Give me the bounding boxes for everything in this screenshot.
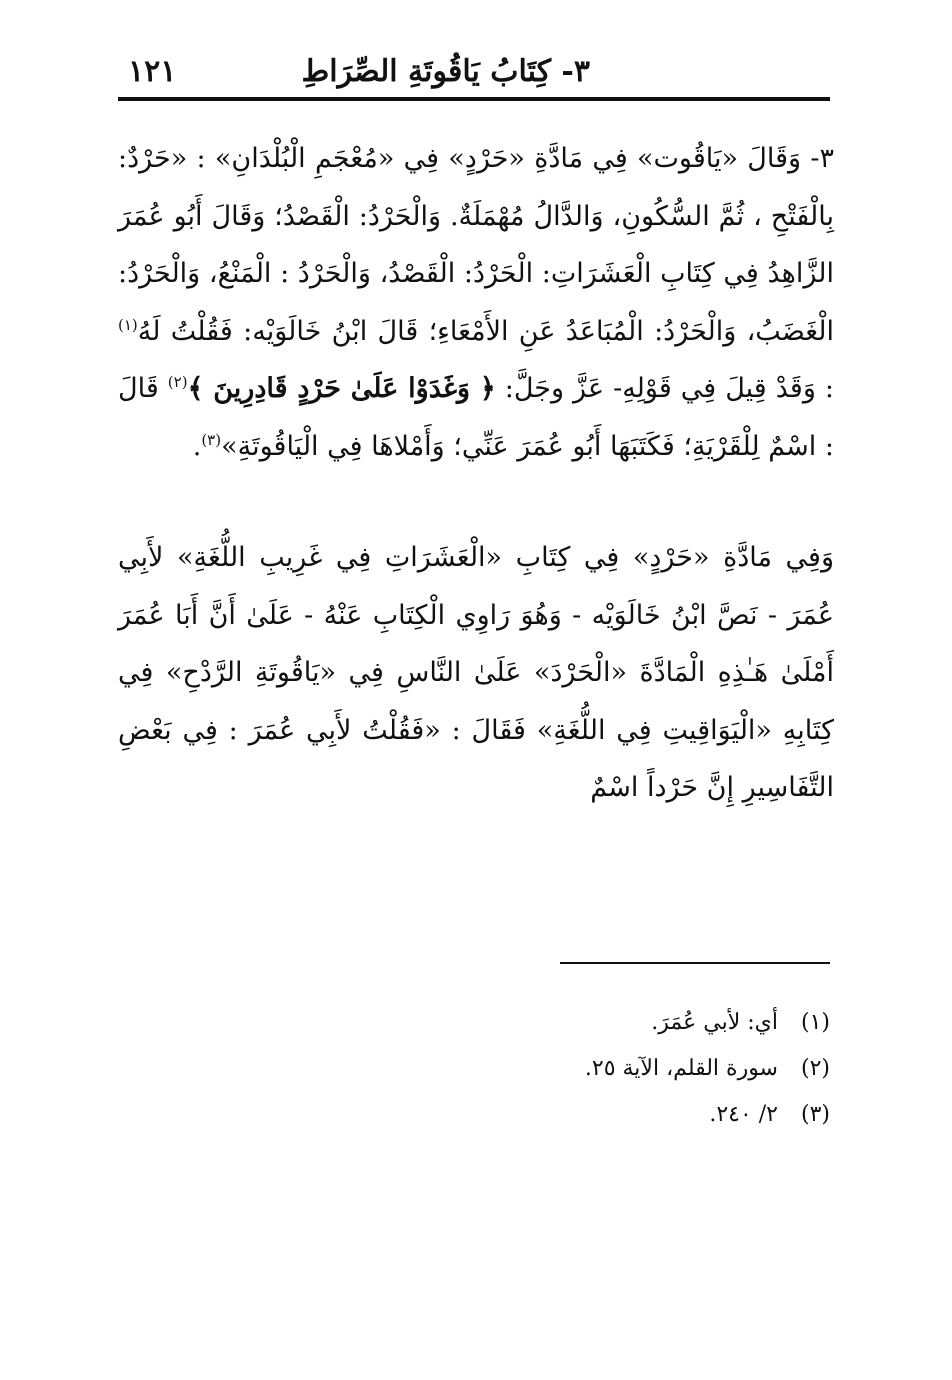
paragraph-1-text-a: ٣- وَقَالَ «يَاقُوت» فِي مَادَّةِ «حَرْدٍ» فِي «مُعْجَمِ الْبُلْدَانِ» : «حَرْدٌ: بِالْفَتْحِ ، ثُمَّ السُّكُونِ، وَالدَّالُ مُهْمَلَةٌ. وَالْحَرْدُ: الْقَصْدُ؛ وَقَالَ أَبُو عُمَرَ الزَّاهِدُ فِي كِتَابِ الْعَشَرَاتِ: الْحَرْدُ: الْقَصْدُ، وَالْحَرْدُ : الْمَنْعُ، وَالْحَرْدُ: الْغَضَبُ، وَالْحَرْدُ: الْمُبَاعَدُ عَنِ الأَمْعَاءِ؛ قَالَ ابْنُ خَالَوَيْه: فَقُلْتُ لَهُ [118, 143, 834, 347]
paragraph-gap [118, 475, 834, 529]
page-header [118, 52, 830, 96]
paragraph-1-text-d: . [192, 430, 202, 462]
footnote-text: سورة القلم، الآية ٢٥. [584, 1056, 778, 1081]
footnote-number: (٢) [800, 1056, 830, 1081]
footnote-ref-1[interactable]: (١) [118, 315, 138, 334]
footnote-rule [560, 962, 830, 964]
footnote-text: ٢/ ٢٤٠. [709, 1102, 778, 1127]
body-text [118, 130, 834, 817]
footnote-3 [118, 1102, 830, 1148]
footnote-number: (١) [800, 1010, 830, 1035]
paragraph-2: وَفِي مَادَّةِ «حَرْدٍ» فِي كِتَابِ «الْعَشَرَاتِ فِي غَرِيبِ اللُّغَةِ» لأَبِي عُمَرَ - نَصَّ ابْنُ خَالَوَيْه - وَهُوَ رَاوِي الْكِتَابِ عَنْهُ - عَلَىٰ أَنَّ أَبَا عُمَرَ أَمْلَىٰ هَـٰذِهِ الْمَادَّةَ «الْحَرْدَ» عَلَىٰ النَّاسِ فِي «يَاقُوتَةِ الرَّدْحِ» فِي كِتَابِهِ «الْيَوَاقِيتِ فِي اللُّغَةِ» فَقَالَ : «فَقُلْتُ لأَبِي عُمَرَ : فِي بَعْضِ التَّفَاسِيرِ إِنَّ حَرْداً اسْمٌ [118, 542, 834, 803]
footnote-number: (٣) [800, 1102, 830, 1127]
header-rule [118, 97, 830, 101]
paragraph-1 [118, 130, 834, 475]
footnote-ref-3[interactable]: (٣) [201, 430, 222, 449]
footnotes [118, 1010, 830, 1148]
footnote-1 [118, 1010, 830, 1056]
quran-verse: ﴿ وَغَدَوْا عَلَىٰ حَرْدٍ قَادِرِينَ ﴾ [187, 373, 496, 404]
footnote-2 [118, 1056, 830, 1102]
page-number: ١٢١ [128, 54, 177, 89]
footnote-ref-2[interactable]: (٢) [167, 373, 188, 391]
running-title: ٣- كِتَابُ يَاقُوتَةِ الصِّرَاطِ [301, 54, 590, 89]
paragraph-1-text-b: : وَقَدْ قِيلَ فِي قَوْلِهِ- عَزَّ وجَلَّ: [495, 373, 834, 404]
footnote-text: أي: لأبي عُمَرَ. [651, 1010, 778, 1035]
paragraph-1-text-c: قَالَ : اسْمٌ لِلْقَرْيَةِ؛ فَكَتَبَهَا أَبُو عُمَرَ عَنِّي؛ وَأَمْلاهَا فِي الْيَاقُوتَةِ» [118, 373, 834, 462]
